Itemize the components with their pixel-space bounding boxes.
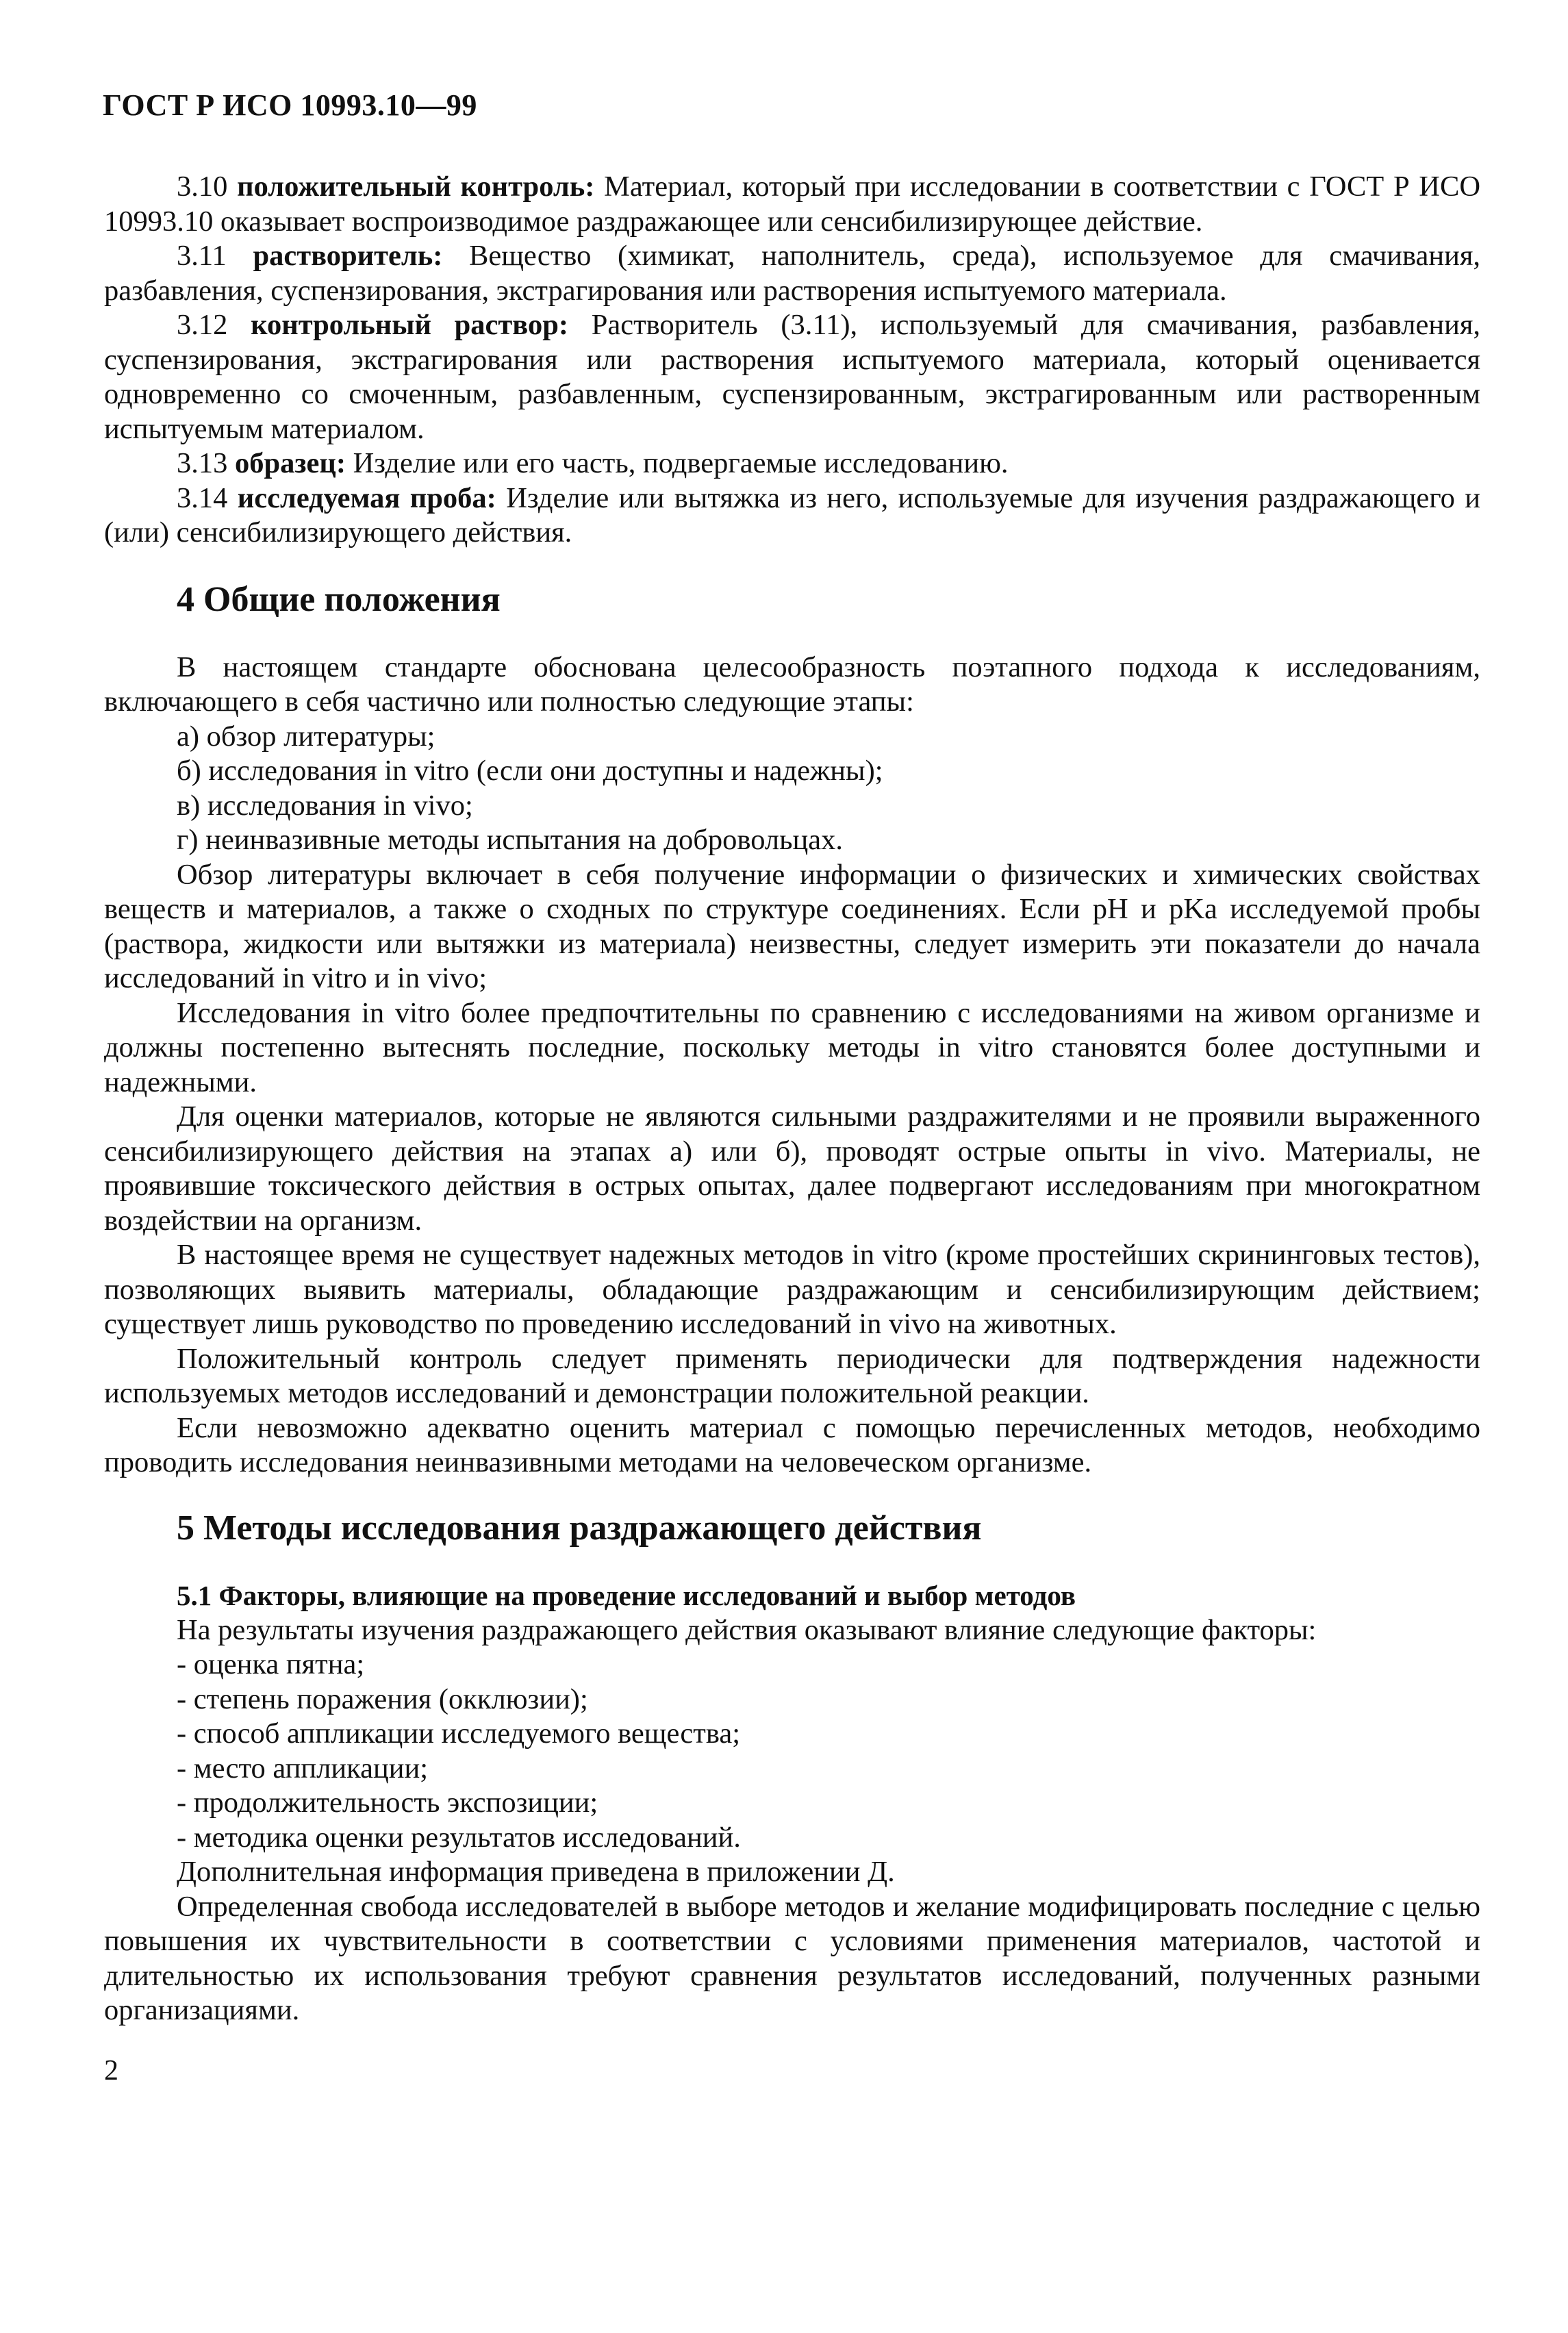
term-name: растворитель:	[253, 240, 443, 272]
factor-item: - оценка пятна;	[177, 1648, 365, 1680]
factor-item: - продолжительность экспозиции;	[177, 1787, 598, 1819]
section-4-paragraph: Для оценки материалов, которые не являются сильными раздражителями и не проявили выраженного сенсибилизирующего действия на этапах а) или б), проводят острые опыты in vivo. Материалы, не проявившие токсического действия в острых опытах, далее подвергают исследованиям при многократном воздействии на организм.	[104, 1100, 1480, 1237]
page-number: 2	[104, 2055, 118, 2086]
section-5-note: Дополнительная информация приведена в приложении Д.	[177, 1856, 895, 1888]
term-number: 3.10	[177, 171, 228, 203]
section-4-paragraph: Обзор литературы включает в себя получение информации о физических и химических свойствах веществ и материалов, а также о сходных по структуре соединениях. Если pH и pKa исследуемой пробы (раствора, жидкости или вытяжки из материала) неизвестны, следует измерить эти показатели до начала исследований in vitro и in vivo;	[104, 858, 1480, 994]
section-4-paragraph: В настоящее время не существует надежных методов in vitro (кроме простейших скрининговых тестов), позволяющих выявить материалы, обладающие раздражающим и сенсибилизирующим действием; существует лишь руководство по проведению исследований in vivo на животных.	[104, 1239, 1480, 1340]
term-number: 3.14	[177, 481, 228, 514]
stage-item: б) исследования in vitro (если они доступны и надежны);	[177, 755, 883, 787]
factor-item: - способ аппликации исследуемого вещества;	[177, 1717, 741, 1750]
term-name: исследуемая проба:	[237, 481, 496, 514]
term-definition: Изделие или вытяжка из него, используемые для изучения раздражающего и (или) сенсибилизирующего действия.	[104, 481, 1481, 548]
document-body	[104, 170, 1480, 2028]
section-4-paragraph: Если невозможно адекватно оценить материал с помощью перечисленных методов, необходимо проводить исследования неинвазивными методами на человеческом организме.	[104, 1411, 1480, 1478]
term-definition: Вещество (химикат, наполнитель, среда), используемое для смачивания, разбавления, суспензирования, экстрагирования или растворения испытуемого материала.	[104, 240, 1481, 307]
term-3-12	[104, 308, 1480, 446]
section-5-intro: На результаты изучения раздражающего действия оказывают влияние следующие факторы:	[177, 1613, 1317, 1646]
stage-item: в) исследования in vivo;	[177, 789, 473, 822]
stage-item: а) обзор литературы;	[177, 720, 435, 753]
subsection-5-1-heading: 5.1 Факторы, влияющие на проведение исследований и выбор методов	[177, 1579, 1076, 1611]
stage-item: г) неинвазивные методы испытания на добровольцах.	[177, 824, 843, 856]
term-3-11	[104, 239, 1480, 308]
term-number: 3.12	[177, 309, 228, 341]
section-4-paragraph: Положительный контроль следует применять периодически для подтверждения надежности используемых методов исследований и демонстрации положительной реакции.	[104, 1342, 1480, 1409]
document-header: ГОСТ Р ИСО 10993.10—99	[103, 88, 477, 122]
term-name: положительный контроль:	[237, 171, 595, 203]
term-3-14	[104, 481, 1480, 551]
factor-item: - методика оценки результатов исследований.	[177, 1821, 741, 1854]
section-4-paragraph: Исследования in vitro более предпочтительны по сравнению с исследованиями на живом организме и должны постепенно вытеснять последние, поскольку методы in vitro становятся более доступными и надежными.	[104, 996, 1480, 1098]
section-5-heading: 5 Методы исследования раздражающего действия	[177, 1508, 982, 1548]
term-3-13	[104, 446, 1480, 481]
section-4-heading: 4 Общие положения	[177, 579, 501, 619]
term-number: 3.11	[177, 240, 227, 272]
term-name: контрольный раствор:	[251, 309, 568, 341]
section-5-closing: Определенная свобода исследователей в выборе методов и желание модифицировать последние с целью повышения их чувствительности в соответствии с условиями применения материалов, частотой и длительностью их использования требуют сравнения результатов исследований, полученных разными организациями.	[104, 1890, 1480, 2026]
term-definition: Изделие или его часть, подвергаемые исследованию.	[353, 447, 1009, 479]
term-3-10	[104, 170, 1480, 239]
section-4-intro: В настоящем стандарте обоснована целесообразность поэтапного подхода к исследованиям, включающего в себя частично или полностью следующие этапы:	[104, 651, 1480, 718]
term-definition: Растворитель (3.11), используемый для смачивания, разбавления, суспензирования, экстрагирования или растворения испытуемого материала, который оценивается одновременно со смоченным, разбавленным, суспензированным, экстрагированным или растворенным испытуемым материалом.	[104, 309, 1481, 445]
factor-item: - место аппликации;	[177, 1752, 428, 1785]
term-number: 3.13	[177, 447, 228, 479]
term-definition: Материал, который при исследовании в соответствии с ГОСТ Р ИСО 10993.10 оказывает воспроизводимое раздражающее или сенсибилизирующее действие.	[104, 171, 1481, 238]
term-name: образец:	[235, 447, 346, 479]
factor-item: - степень поражения (окклюзии);	[177, 1682, 588, 1715]
